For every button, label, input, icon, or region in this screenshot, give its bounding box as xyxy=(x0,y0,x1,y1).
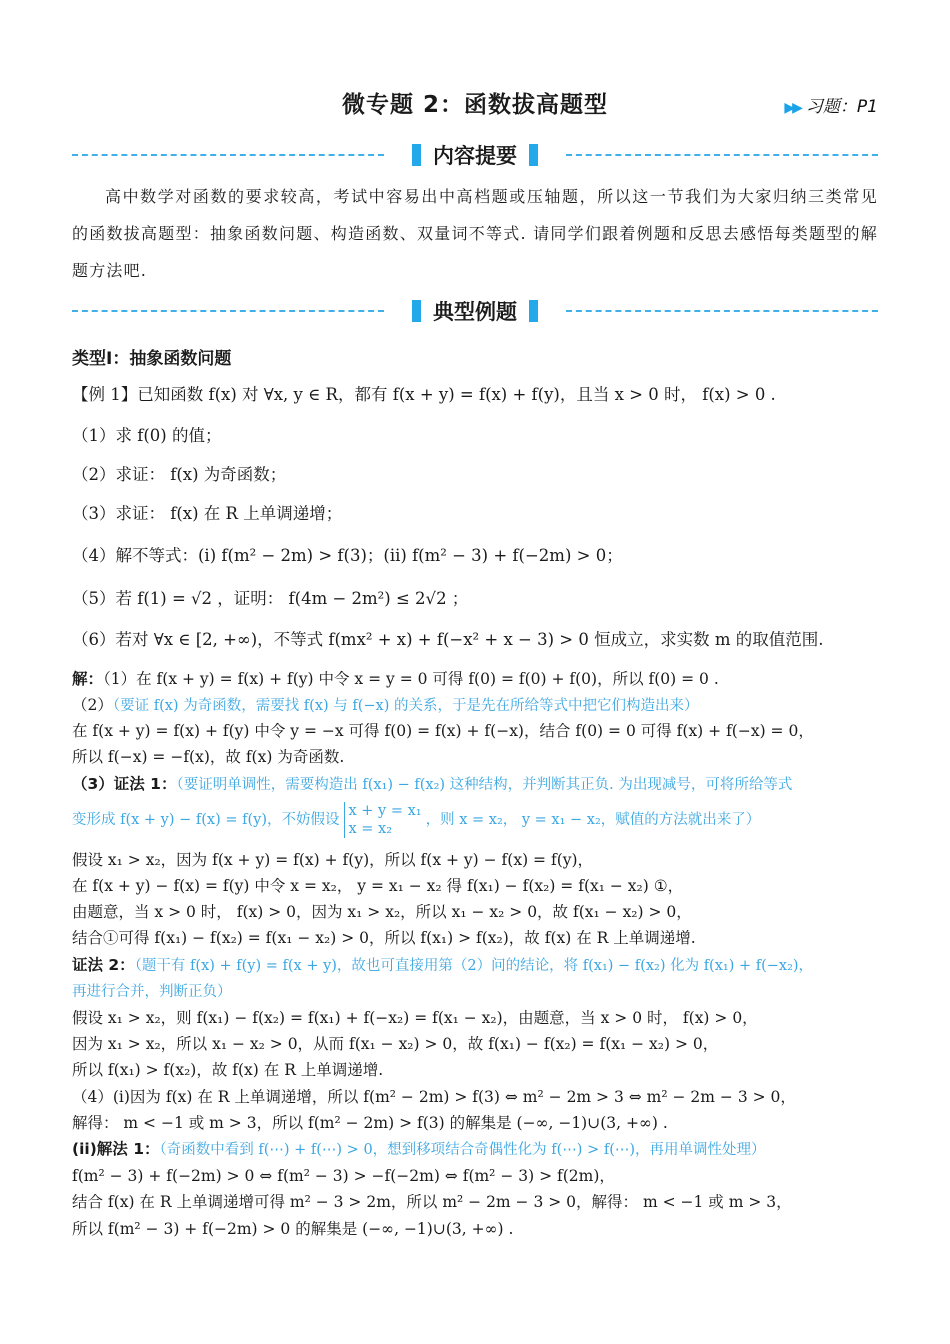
solution-line: f(m² − 3) + f(−2m) > 0 ⇔ f(m² − 3) > −f(−2m) ⇔ f(m² − 3) > f(2m)， xyxy=(72,1167,615,1185)
solution-line: 所以 f(−x) = −f(x)，故 f(x) 为奇函数. xyxy=(72,748,345,766)
equation-system xyxy=(344,802,422,838)
solution-line: 因为 x₁ > x₂，所以 x₁ − x₂ > 0，从而 f(x₁ − x₂) > 0，故 f(x₁) − f(x₂) = f(x₁ − x₂) > 0， xyxy=(72,1035,719,1053)
solution-line: 所以 f(x₁) > f(x₂)，故 f(x) 在 R 上单调递增. xyxy=(72,1061,384,1079)
proof-method-1-tag: （3）证法 1： xyxy=(72,775,177,793)
question-6: （6）若对 ∀x ∈ [2, +∞)，不等式 f(mx² + x) + f(−x² + x − 3) > 0 恒成立，求实数 m 的取值范围. xyxy=(72,630,824,649)
hint-note: （要证明单调性，需要构造出 f(x₁) − f(x₂) 这种结构，并判断其正负. 为出现减号，可将所给等式 xyxy=(176,777,793,793)
section-bar-left xyxy=(412,144,421,166)
question-2: （2）求证： f(x) 为奇函数； xyxy=(72,465,287,484)
hint-note: （奇函数中看到 f(⋯) + f(⋯) > 0，想到移项结合奇偶性化为 f(⋯) > f(⋯)，再用单调性处理） xyxy=(159,1142,766,1158)
question-3: （3）求证： f(x) 在 R 上单调递增； xyxy=(72,504,343,523)
hint-note: 再进行合并，判断正负） xyxy=(72,984,232,1000)
solution-part-4ii-note xyxy=(72,1137,878,1159)
page-title: 微专题 2：函数拔高题型 xyxy=(341,92,608,118)
part-2-tag: （2） xyxy=(72,696,113,714)
solution-line: 假设 x₁ > x₂，因为 f(x + y) = f(x) + f(y)，所以 f(x + y) − f(x) = f(y)， xyxy=(72,851,594,869)
solution-line: 结合①可得 f(x₁) − f(x₂) = f(x₁ − x₂) > 0，所以 f(x₁) > f(x₂)，故 f(x) 在 R 上单调递增. xyxy=(72,929,696,947)
hint-note: （要证 f(x) 为奇函数，需要找 f(x) 与 f(−x) 的关系，于是先在所给等式中把它们构造出来） xyxy=(112,698,699,714)
example-stem-text: 已知函数 f(x) 对 ∀x, y ∈ R，都有 f(x + y) = f(x) + f(y)，且当 x > 0 时， f(x) > 0 . xyxy=(137,385,776,404)
solution-line: 解得： m < −1 或 m > 3，所以 f(m² − 2m) > f(3) 的解集是 (−∞, −1)∪(3, +∞) . xyxy=(72,1114,668,1132)
section-title-summary: 内容提要 xyxy=(433,144,517,168)
section-header-summary xyxy=(72,140,878,170)
section-header-examples xyxy=(72,296,878,326)
section-bar-left xyxy=(412,300,421,322)
question-1: （1）求 f(0) 的值； xyxy=(72,426,222,445)
solution-line: 所以 f(m² − 3) + f(−2m) > 0 的解集是 (−∞, −1)∪(3, +∞) . xyxy=(72,1220,514,1238)
solution-part-2-note xyxy=(72,693,878,715)
solution-line: 在 f(x + y) = f(x) + f(y) 中令 y = −x 可得 f(0) = f(x) + f(−x)，结合 f(0) = 0 可得 f(x) + f(−x) = 0， xyxy=(72,722,814,740)
section-bar-right xyxy=(529,300,538,322)
summary-paragraph: 高中数学对函数的要求较高，考试中容易出中高档题或压轴题，所以这一节我们为大家归纳三类常见的函数拔高题型：抽象函数问题、构造函数、双量词不等式. 请同学们跟着例题和反思去感悟每类题型的解题方法吧. xyxy=(72,187,878,280)
solution-method-1-tag: (ii)解法 1： xyxy=(72,1140,160,1158)
solution-line: 由题意，当 x > 0 时， f(x) > 0，因为 x₁ > x₂，所以 x₁ − x₂ > 0，故 f(x₁ − x₂) > 0， xyxy=(72,903,692,921)
solution-part-1 xyxy=(72,667,878,689)
example-stem xyxy=(72,381,878,405)
solution-line: （4）(i)因为 f(x) 在 R 上单调递增，所以 f(m² − 2m) > f(3) ⇔ m² − 2m > 3 ⇔ m² − 2m − 3 > 0， xyxy=(72,1088,796,1106)
hint-note: ，则 x = x₂， y = x₁ − x₂，赋值的方法就出来了） xyxy=(425,812,761,828)
proof-method-2-note xyxy=(72,953,878,975)
double-arrow-icon: ▶▶ xyxy=(784,100,800,116)
system-eq-2: x = x₂ xyxy=(348,821,393,837)
solution-label: 解： xyxy=(72,670,104,688)
question-5: （5）若 f(1) = √2 ，证明： f(4m − 2m²) ≤ 2√2 ； xyxy=(72,589,469,608)
solution-line: 在 f(x + y) − f(x) = f(y) 中令 x = x₂， y = x₁ − x₂ 得 f(x₁) − f(x₂) = f(x₁ − x₂) ①， xyxy=(72,877,684,895)
system-eq-1: x + y = x₁ xyxy=(348,803,422,819)
hint-note: 变形成 f(x + y) − f(x) = f(y)，不妨假设 xyxy=(72,812,340,828)
solution-part-1-text: （1）在 f(x + y) = f(x) + f(y) 中令 x = y = 0 可得 f(0) = f(0) + f(0)，所以 f(0) = 0 . xyxy=(103,670,719,688)
question-4: （4）解不等式：(i) f(m² − 2m) > f(3)；(ii) f(m² − 3) + f(−2m) > 0； xyxy=(72,546,623,565)
proof-method-2-tag: 证法 2： xyxy=(72,956,135,974)
section-bar-right xyxy=(529,144,538,166)
solution-line: 结合 f(x) 在 R 上单调递增可得 m² − 3 > 2m，所以 m² − 2m − 3 > 0，解得： m < −1 或 m > 3， xyxy=(72,1193,792,1211)
exercise-reference[interactable] xyxy=(784,92,878,117)
solution-part-3-note-cont xyxy=(72,802,878,842)
section-title-examples: 典型例题 xyxy=(433,300,517,324)
solution-line: 假设 x₁ > x₂，则 f(x₁) − f(x₂) = f(x₁) + f(−x₂) = f(x₁ − x₂)，由题意，当 x > 0 时， f(x) > 0， xyxy=(72,1009,758,1027)
type-heading: 类型Ⅰ：抽象函数问题 xyxy=(72,349,232,369)
proof-method-2-note-cont xyxy=(72,980,878,1001)
solution-part-3-note xyxy=(72,772,878,794)
hint-note: （题干有 f(x) + f(y) = f(x + y)，故也可直接用第（2）问的结论，将 f(x₁) − f(x₂) 化为 f(x₁) + f(−x₂)， xyxy=(134,958,814,974)
exercise-reference-text: 习题：P1 xyxy=(805,97,878,117)
example-tag: 【例 1】 xyxy=(72,385,138,404)
